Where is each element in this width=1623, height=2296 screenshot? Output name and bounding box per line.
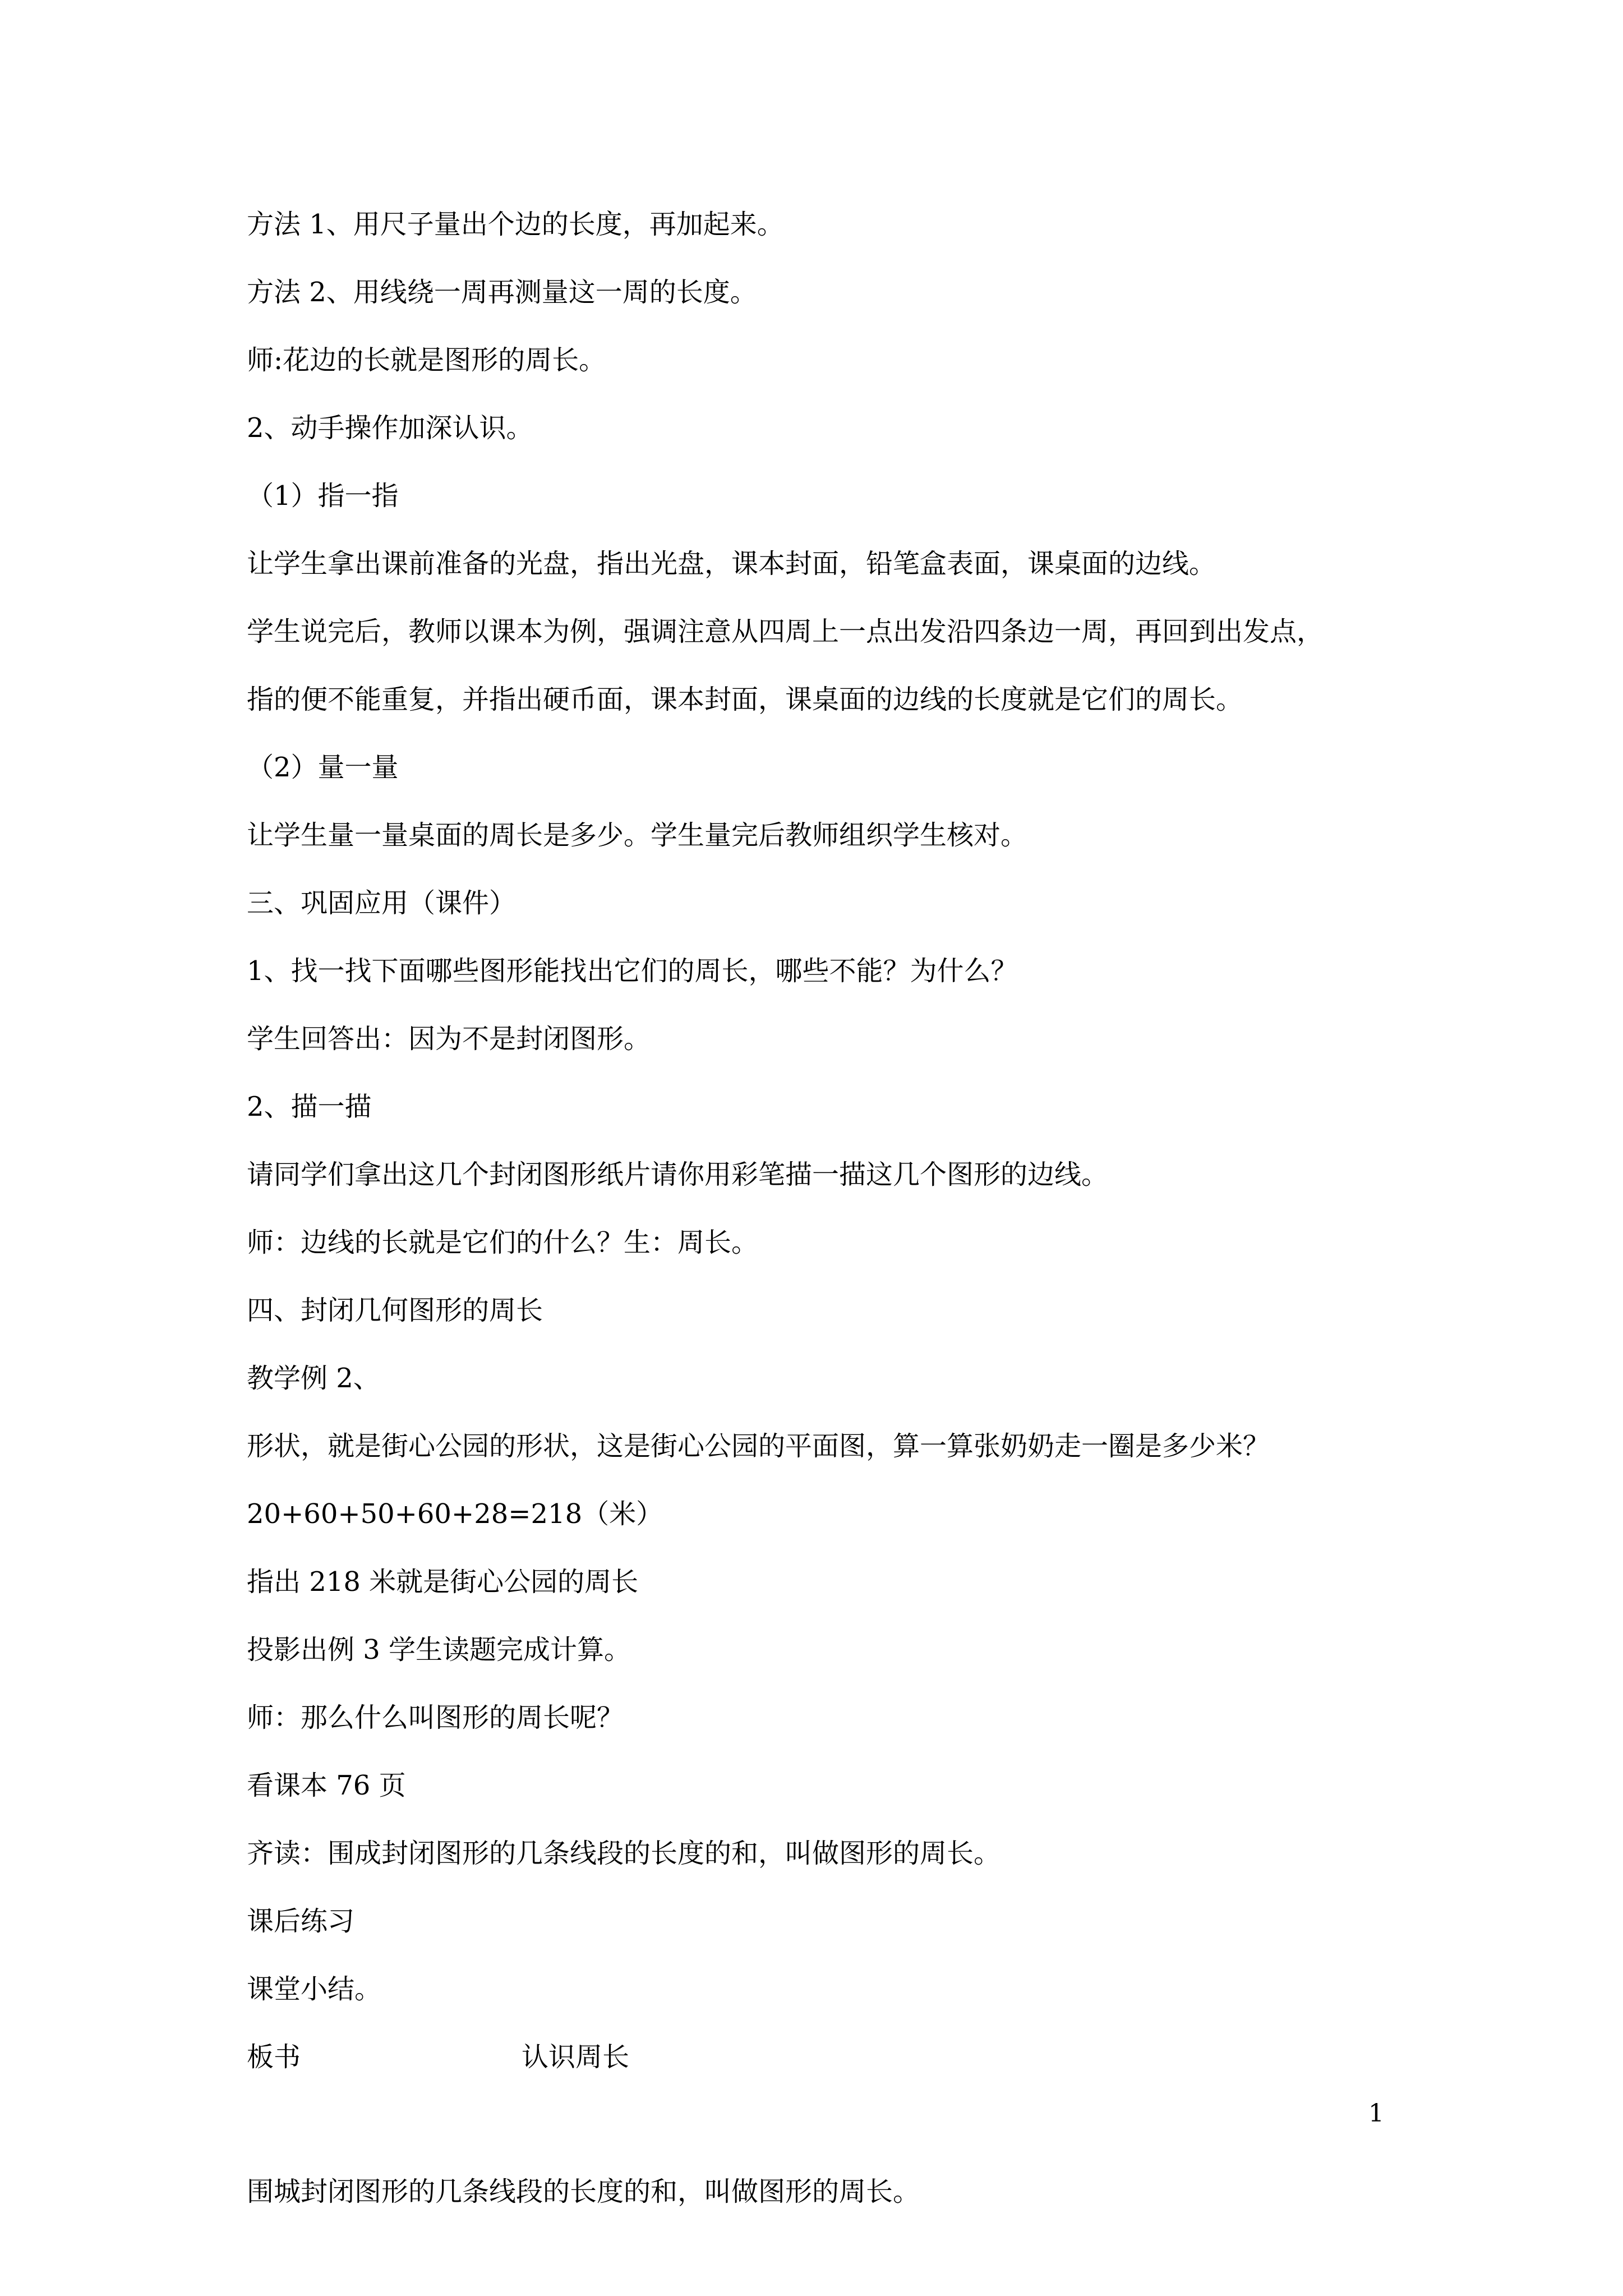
teacher-remark-line: 师:花边的长就是图形的周长。	[247, 344, 606, 376]
section-heading-hands-on: 2、动手操作加深认识。	[247, 412, 533, 444]
read-aloud-line: 齐读：围成封闭图形的几条线段的长度的和，叫做图形的周长。	[247, 1838, 1001, 1869]
exercise-1-line: 1、找一找下面哪些图形能找出它们的周长，哪些不能？为什么？	[247, 955, 1018, 987]
section-heading-consolidate: 三、巩固应用（课件）	[247, 887, 517, 919]
student-answer-line: 学生回答出：因为不是封闭图形。	[247, 1023, 651, 1055]
blackboard-label: 板书	[247, 2041, 301, 2073]
textbook-page-line: 看课本 76 页	[247, 1770, 406, 1801]
measure-instruction-line: 让学生量一量桌面的周长是多少。学生量完后教师组织学生核对。	[247, 820, 1028, 851]
trace-instruction-line: 请同学们拿出这几个封闭图形纸片请你用彩笔描一描这几个图形的边线。	[247, 1159, 1109, 1190]
teacher-question-line: 师：边线的长就是它们的什么？生：周长。	[247, 1227, 759, 1258]
class-summary-line: 课堂小结。	[247, 1973, 382, 2005]
document-body	[247, 208, 1391, 2243]
instruction-line: 让学生拿出课前准备的光盘，指出光盘，课本封面，铅笔盒表面，课桌面的边线。	[247, 548, 1216, 579]
definition-line: 围城封闭图形的几条线段的长度的和，叫做图形的周长。	[247, 2176, 920, 2207]
explanation-line: 学生说完后，教师以课本为例，强调注意从四周上一点出发沿四条边一周，再回到出发点，	[247, 616, 1324, 647]
blackboard-row	[247, 2040, 1391, 2074]
conclusion-line: 指出 218 米就是街心公园的周长	[247, 1566, 639, 1598]
subheading-measure: （2）量一量	[247, 752, 399, 783]
exercise-2-line: 2、描一描	[247, 1091, 372, 1122]
after-class-practice-line: 课后练习	[247, 1906, 355, 1937]
example-2-line: 教学例 2、	[247, 1363, 380, 1394]
example-3-line: 投影出例 3 学生读题完成计算。	[247, 1634, 631, 1665]
method-2-line: 方法 2、用线绕一周再测量这一周的长度。	[247, 277, 757, 308]
method-1-line: 方法 1、用尺子量出个边的长度，再加起来。	[247, 209, 784, 240]
example-2-question-line: 形状，就是街心公园的形状，这是街心公园的平面图，算一算张奶奶走一圈是多少米？	[247, 1430, 1270, 1462]
section-heading-closed-shapes: 四、封闭几何图形的周长	[247, 1295, 543, 1326]
blackboard-title: 认识周长	[522, 2041, 630, 2073]
calculation-line: 20+60+50+60+28=218（米）	[247, 1498, 663, 1530]
page-number: 1	[1368, 2099, 1384, 2128]
teacher-definition-question: 师：那么什么叫图形的周长呢？	[247, 1702, 624, 1733]
subheading-point: （1）指一指	[247, 480, 399, 512]
explanation-line-continued: 指的便不能重复，并指出硬币面，课本封面，课桌面的边线的长度就是它们的周长。	[247, 684, 1243, 715]
